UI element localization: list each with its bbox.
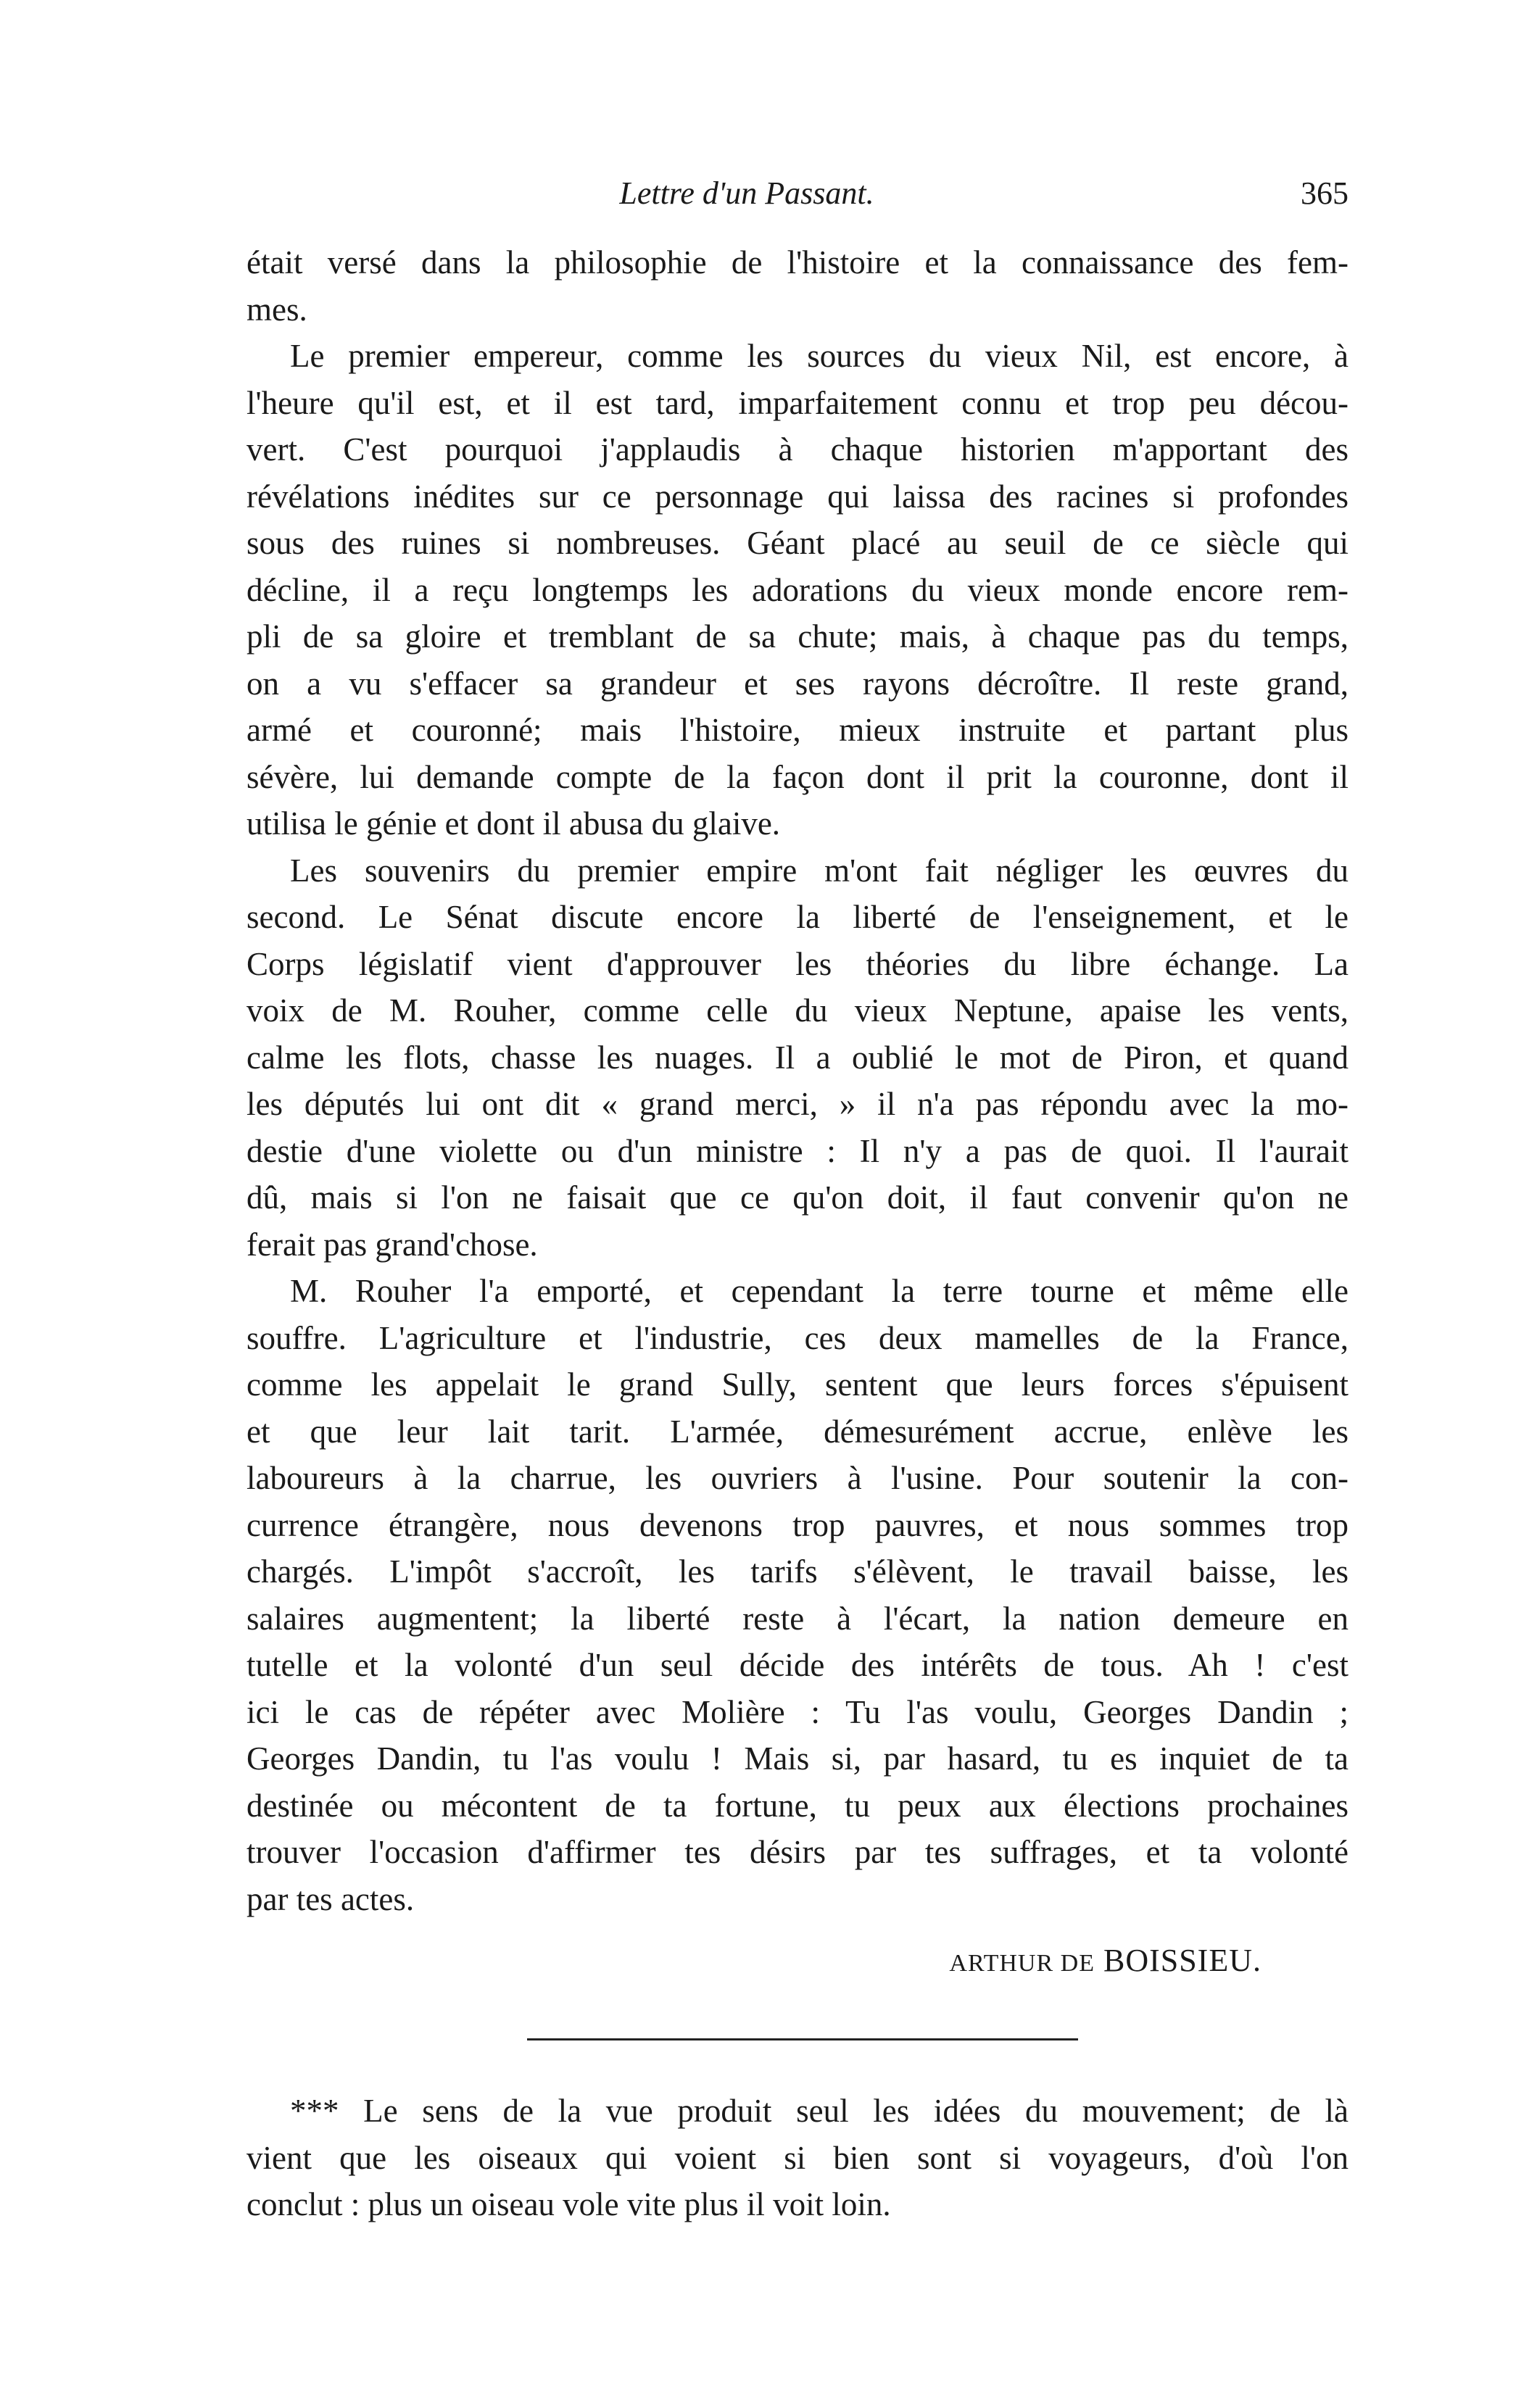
page-number: 365 — [1301, 175, 1348, 211]
signature-surname: BOISSIEU. — [1103, 1943, 1262, 1978]
text-line: dû, mais si l'on ne faisait que ce qu'on doit, il faut convenir qu'on ne — [246, 1179, 1348, 1216]
running-title: Lettre d'un Passant. — [619, 175, 874, 211]
text-line: sous des ruines si nombreuses. Géant placé au seuil de ce siècle qui — [246, 525, 1348, 561]
note-paragraph — [246, 2088, 1348, 2228]
text-line: vert. C'est pourquoi j'applaudis à chaque historien m'apportant des — [246, 431, 1348, 468]
page-header — [246, 168, 1348, 219]
text-line: conclut : plus un oiseau vole vite plus il voit loin. — [246, 2186, 891, 2222]
text-line: mes. — [246, 291, 307, 328]
signature-prefix: ARTHUR DE — [949, 1950, 1095, 1977]
text-line: sévère, lui demande compte de la façon dont il prit la couronne, dont il — [246, 758, 1348, 795]
footnote — [246, 2088, 1348, 2228]
text-line: voix de M. Rouher, comme celle du vieux Neptune, apaise les vents, — [246, 992, 1348, 1029]
text-line: M. Rouher l'a emporté, et cependant la terre tourne et même elle — [290, 1273, 1348, 1309]
text-line: ferait pas grand'chose. — [246, 1226, 538, 1263]
text-line: second. Le Sénat discute encore la liberté de l'enseignement, et le — [246, 899, 1348, 935]
text-line: *** Le sens de la vue produit seul les idées du mouvement; de là — [290, 2093, 1348, 2129]
text-line: par tes actes. — [246, 1880, 415, 1917]
text-line: Corps législatif vient d'approuver les théories du libre échange. La — [246, 945, 1348, 982]
text-line: Georges Dandin, tu l'as voulu ! Mais si, par hasard, tu es inquiet de ta — [246, 1740, 1348, 1777]
text-line: comme les appelait le grand Sully, sentent que leurs forces s'épuisent — [246, 1366, 1348, 1403]
author-signature — [246, 1935, 1262, 1989]
body-text — [246, 239, 1348, 1922]
paragraph-4 — [246, 1268, 1348, 1922]
paragraph-2 — [246, 333, 1348, 847]
section-divider — [527, 2038, 1078, 2040]
text-line: tutelle et la volonté d'un seul décide des intérêts de tous. Ah ! c'est — [246, 1647, 1348, 1683]
text-line: vient que les oiseaux qui voient si bien sont si voyageurs, d'où l'on — [246, 2139, 1348, 2176]
text-line: décline, il a reçu longtemps les adorations du vieux monde encore rem- — [246, 571, 1348, 608]
text-line: salaires augmentent; la liberté reste à l'écart, la nation demeure en — [246, 1600, 1348, 1637]
text-line: destinée ou mécontent de ta fortune, tu peux aux élections prochaines — [246, 1787, 1348, 1824]
text-line: armé et couronné; mais l'histoire, mieux instruite et partant plus — [246, 712, 1348, 748]
text-line: souffre. L'agriculture et l'industrie, ces deux mamelles de la France, — [246, 1319, 1348, 1356]
text-line: on a vu s'effacer sa grandeur et ses rayons décroître. Il reste grand, — [246, 665, 1348, 702]
text-line: ici le cas de répéter avec Molière : Tu l'as voulu, Georges Dandin ; — [246, 1693, 1348, 1730]
paragraph-3 — [246, 847, 1348, 1269]
text-line: pli de sa gloire et tremblant de sa chute; mais, à chaque pas du temps, — [246, 618, 1348, 655]
text-line: utilisa le génie et dont il abusa du glaive. — [246, 805, 781, 842]
text-line: et que leur lait tarit. L'armée, démesurément accrue, enlève les — [246, 1413, 1348, 1450]
text-line: l'heure qu'il est, et il est tard, imparfaitement connu et trop peu décou- — [246, 384, 1348, 421]
text-line: destie d'une violette ou d'un ministre : Il n'y a pas de quoi. Il l'aurait — [246, 1132, 1348, 1169]
text-line: les députés lui ont dit « grand merci, » il n'a pas répondu avec la mo- — [246, 1086, 1348, 1122]
text-line: laboureurs à la charrue, les ouvriers à l'usine. Pour soutenir la con- — [246, 1460, 1348, 1496]
text-line: chargés. L'impôt s'accroît, les tarifs s'élèvent, le travail baisse, les — [246, 1553, 1348, 1590]
text-line: Les souvenirs du premier empire m'ont fait négliger les œuvres du — [290, 852, 1348, 889]
text-line: Le premier empereur, comme les sources du vieux Nil, est encore, à — [290, 338, 1348, 374]
text-line: calme les flots, chasse les nuages. Il a oublié le mot de Piron, et quand — [246, 1039, 1348, 1076]
paragraph-1 — [246, 239, 1348, 333]
text-line: révélations inédites sur ce personnage qui laissa des racines si profondes — [246, 478, 1348, 515]
text-line: currence étrangère, nous devenons trop pauvres, et nous sommes trop — [246, 1506, 1348, 1543]
text-line: trouver l'occasion d'affirmer tes désirs par tes suffrages, et ta volonté — [246, 1834, 1348, 1870]
text-line: était versé dans la philosophie de l'histoire et la connaissance des fem- — [246, 244, 1348, 281]
